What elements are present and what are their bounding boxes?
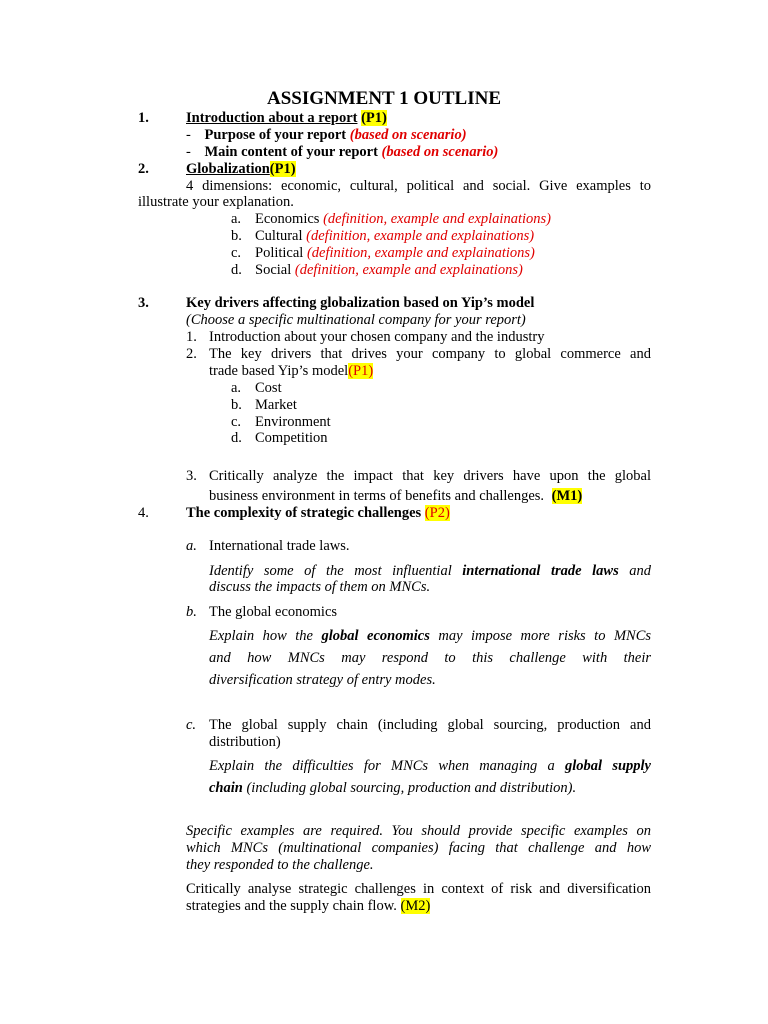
list-letter: b. — [231, 228, 242, 244]
dimension-note: (definition, example and explainations) — [323, 211, 551, 227]
critical-analysis-text: strategies and the supply chain flow. — [186, 898, 397, 914]
challenge-a-desc-line-2: discuss the impacts of them on MNCs. — [209, 579, 431, 595]
examples-line-1: Specific examples are required. You should provide specific examples on — [186, 823, 651, 839]
critical-analysis-tag: (M2) — [400, 898, 431, 914]
step-3-text-line-1: Critically analyze the impact that key drivers have upon the global — [209, 468, 651, 484]
section-2-title: Globalization — [186, 161, 270, 177]
examples-line-3: they responded to the challenge. — [186, 857, 374, 873]
step-2-tag: (P1) — [348, 363, 374, 379]
challenge-c-letter: c. — [186, 717, 197, 733]
section-1-number: 1. — [138, 110, 149, 126]
driver-market — [231, 397, 297, 414]
challenge-c-desc-line-1 — [209, 758, 651, 775]
desc-text: (including global sourcing, production and distribution). — [246, 780, 577, 796]
dimension-social — [231, 262, 523, 279]
step-2-text-line-1: The key drivers that drives your company to global commerce and — [209, 346, 651, 362]
challenge-c-label-line-1: The global supply chain (including global sourcing, production and — [209, 717, 651, 733]
driver-label: Cost — [255, 380, 282, 396]
section-2-paragraph-line-1: 4 dimensions: economic, cultural, political and social. Give examples to — [186, 178, 651, 194]
dash: - — [186, 127, 191, 143]
step-3-text: business environment in terms of benefits and challenges. — [209, 488, 545, 504]
section-1-heading — [186, 110, 387, 127]
desc-emphasis: chain — [209, 780, 243, 796]
section-3-heading: Key drivers affecting globalization based on Yip’s model — [186, 295, 535, 311]
driver-label: Environment — [255, 414, 331, 430]
dimension-political — [231, 245, 535, 262]
desc-text: Explain the difficulties for MNCs when managing a — [209, 758, 555, 774]
step-3-tag: (M1) — [551, 488, 583, 504]
challenge-b-desc-line-3: diversification strategy of entry modes. — [209, 672, 436, 688]
dimension-label: Social — [255, 262, 292, 278]
list-letter: d. — [231, 262, 242, 278]
challenge-a-label: International trade laws. — [209, 538, 350, 554]
driver-environment — [231, 414, 331, 431]
section-4-title: The complexity of strategic challenges — [186, 505, 422, 521]
challenge-b-label: The global economics — [209, 604, 338, 620]
section-1-item-purpose — [186, 127, 467, 144]
item-note: (based on scenario) — [381, 144, 499, 160]
list-letter: d. — [231, 430, 242, 446]
dimension-cultural — [231, 228, 535, 245]
challenge-c-label-line-2: distribution) — [209, 734, 281, 750]
driver-label: Competition — [255, 430, 328, 446]
section-2-paragraph-line-2: illustrate your explanation. — [138, 194, 294, 210]
desc-text: and — [629, 563, 651, 579]
list-letter: c. — [231, 414, 242, 430]
dimension-label: Cultural — [255, 228, 303, 244]
challenge-c-desc-line-2 — [209, 780, 576, 797]
challenge-b-desc-line-1 — [209, 628, 651, 645]
desc-emphasis: global supply — [565, 758, 651, 774]
driver-label: Market — [255, 397, 297, 413]
dimension-label: Political — [255, 245, 304, 261]
critical-analysis-line-1: Critically analyse strategic challenges in context of risk and diversification — [186, 881, 651, 897]
section-1-tag: (P1) — [361, 110, 387, 126]
list-letter: a. — [231, 211, 242, 227]
challenge-b-desc-line-2: and how MNCs may respond to this challenge with their — [209, 650, 651, 666]
section-2-heading — [186, 161, 296, 178]
step-2-text-line-2 — [209, 363, 373, 380]
step-1-text: Introduction about your chosen company and the industry — [209, 329, 545, 345]
item-text: Main content of your report — [204, 144, 378, 160]
step-2-number: 2. — [186, 346, 197, 362]
driver-competition — [231, 430, 328, 447]
section-2-tag: (P1) — [269, 161, 296, 177]
step-2-text: trade based Yip’s model — [209, 363, 349, 379]
section-1-item-content — [186, 144, 498, 161]
critical-analysis-line-2 — [186, 898, 430, 915]
dash: - — [186, 144, 191, 160]
step-1-number: 1. — [186, 329, 197, 345]
examples-line-2: which MNCs (multinational companies) facing that challenge and how — [186, 840, 651, 856]
step-3-text-line-2 — [209, 488, 582, 505]
section-1-title: Introduction about a report — [186, 110, 358, 126]
section-4-heading — [186, 505, 450, 522]
dimension-note: (definition, example and explainations) — [306, 245, 535, 261]
desc-emphasis: global economics — [321, 628, 430, 644]
desc-text: Explain how the — [209, 628, 313, 644]
section-2-number: 2. — [138, 161, 149, 177]
section-3-number: 3. — [138, 295, 149, 311]
desc-text: may impose more risks to MNCs — [438, 628, 652, 644]
challenge-b-letter: b. — [186, 604, 197, 620]
list-letter: b. — [231, 397, 242, 413]
item-text: Purpose of your report — [204, 127, 347, 143]
section-3-subheading: (Choose a specific multinational company for your report) — [186, 312, 526, 328]
step-3-number: 3. — [186, 468, 197, 484]
dimension-note: (definition, example and explainations) — [294, 262, 523, 278]
dimension-note: (definition, example and explainations) — [306, 228, 535, 244]
section-4-number: 4. — [138, 505, 149, 521]
item-note: (based on scenario) — [349, 127, 467, 143]
desc-emphasis: international trade laws — [462, 563, 619, 579]
page-title: ASSIGNMENT 1 OUTLINE — [266, 88, 502, 109]
section-4-tag: (P2) — [424, 505, 450, 521]
challenge-a-letter: a. — [186, 538, 197, 554]
desc-text: Identify some of the most influential — [209, 563, 452, 579]
list-letter: a. — [231, 380, 242, 396]
driver-cost — [231, 380, 282, 397]
dimension-label: Economics — [255, 211, 320, 227]
list-letter: c. — [231, 245, 242, 261]
challenge-a-desc-line-1 — [209, 563, 651, 580]
dimension-economics — [231, 211, 551, 228]
